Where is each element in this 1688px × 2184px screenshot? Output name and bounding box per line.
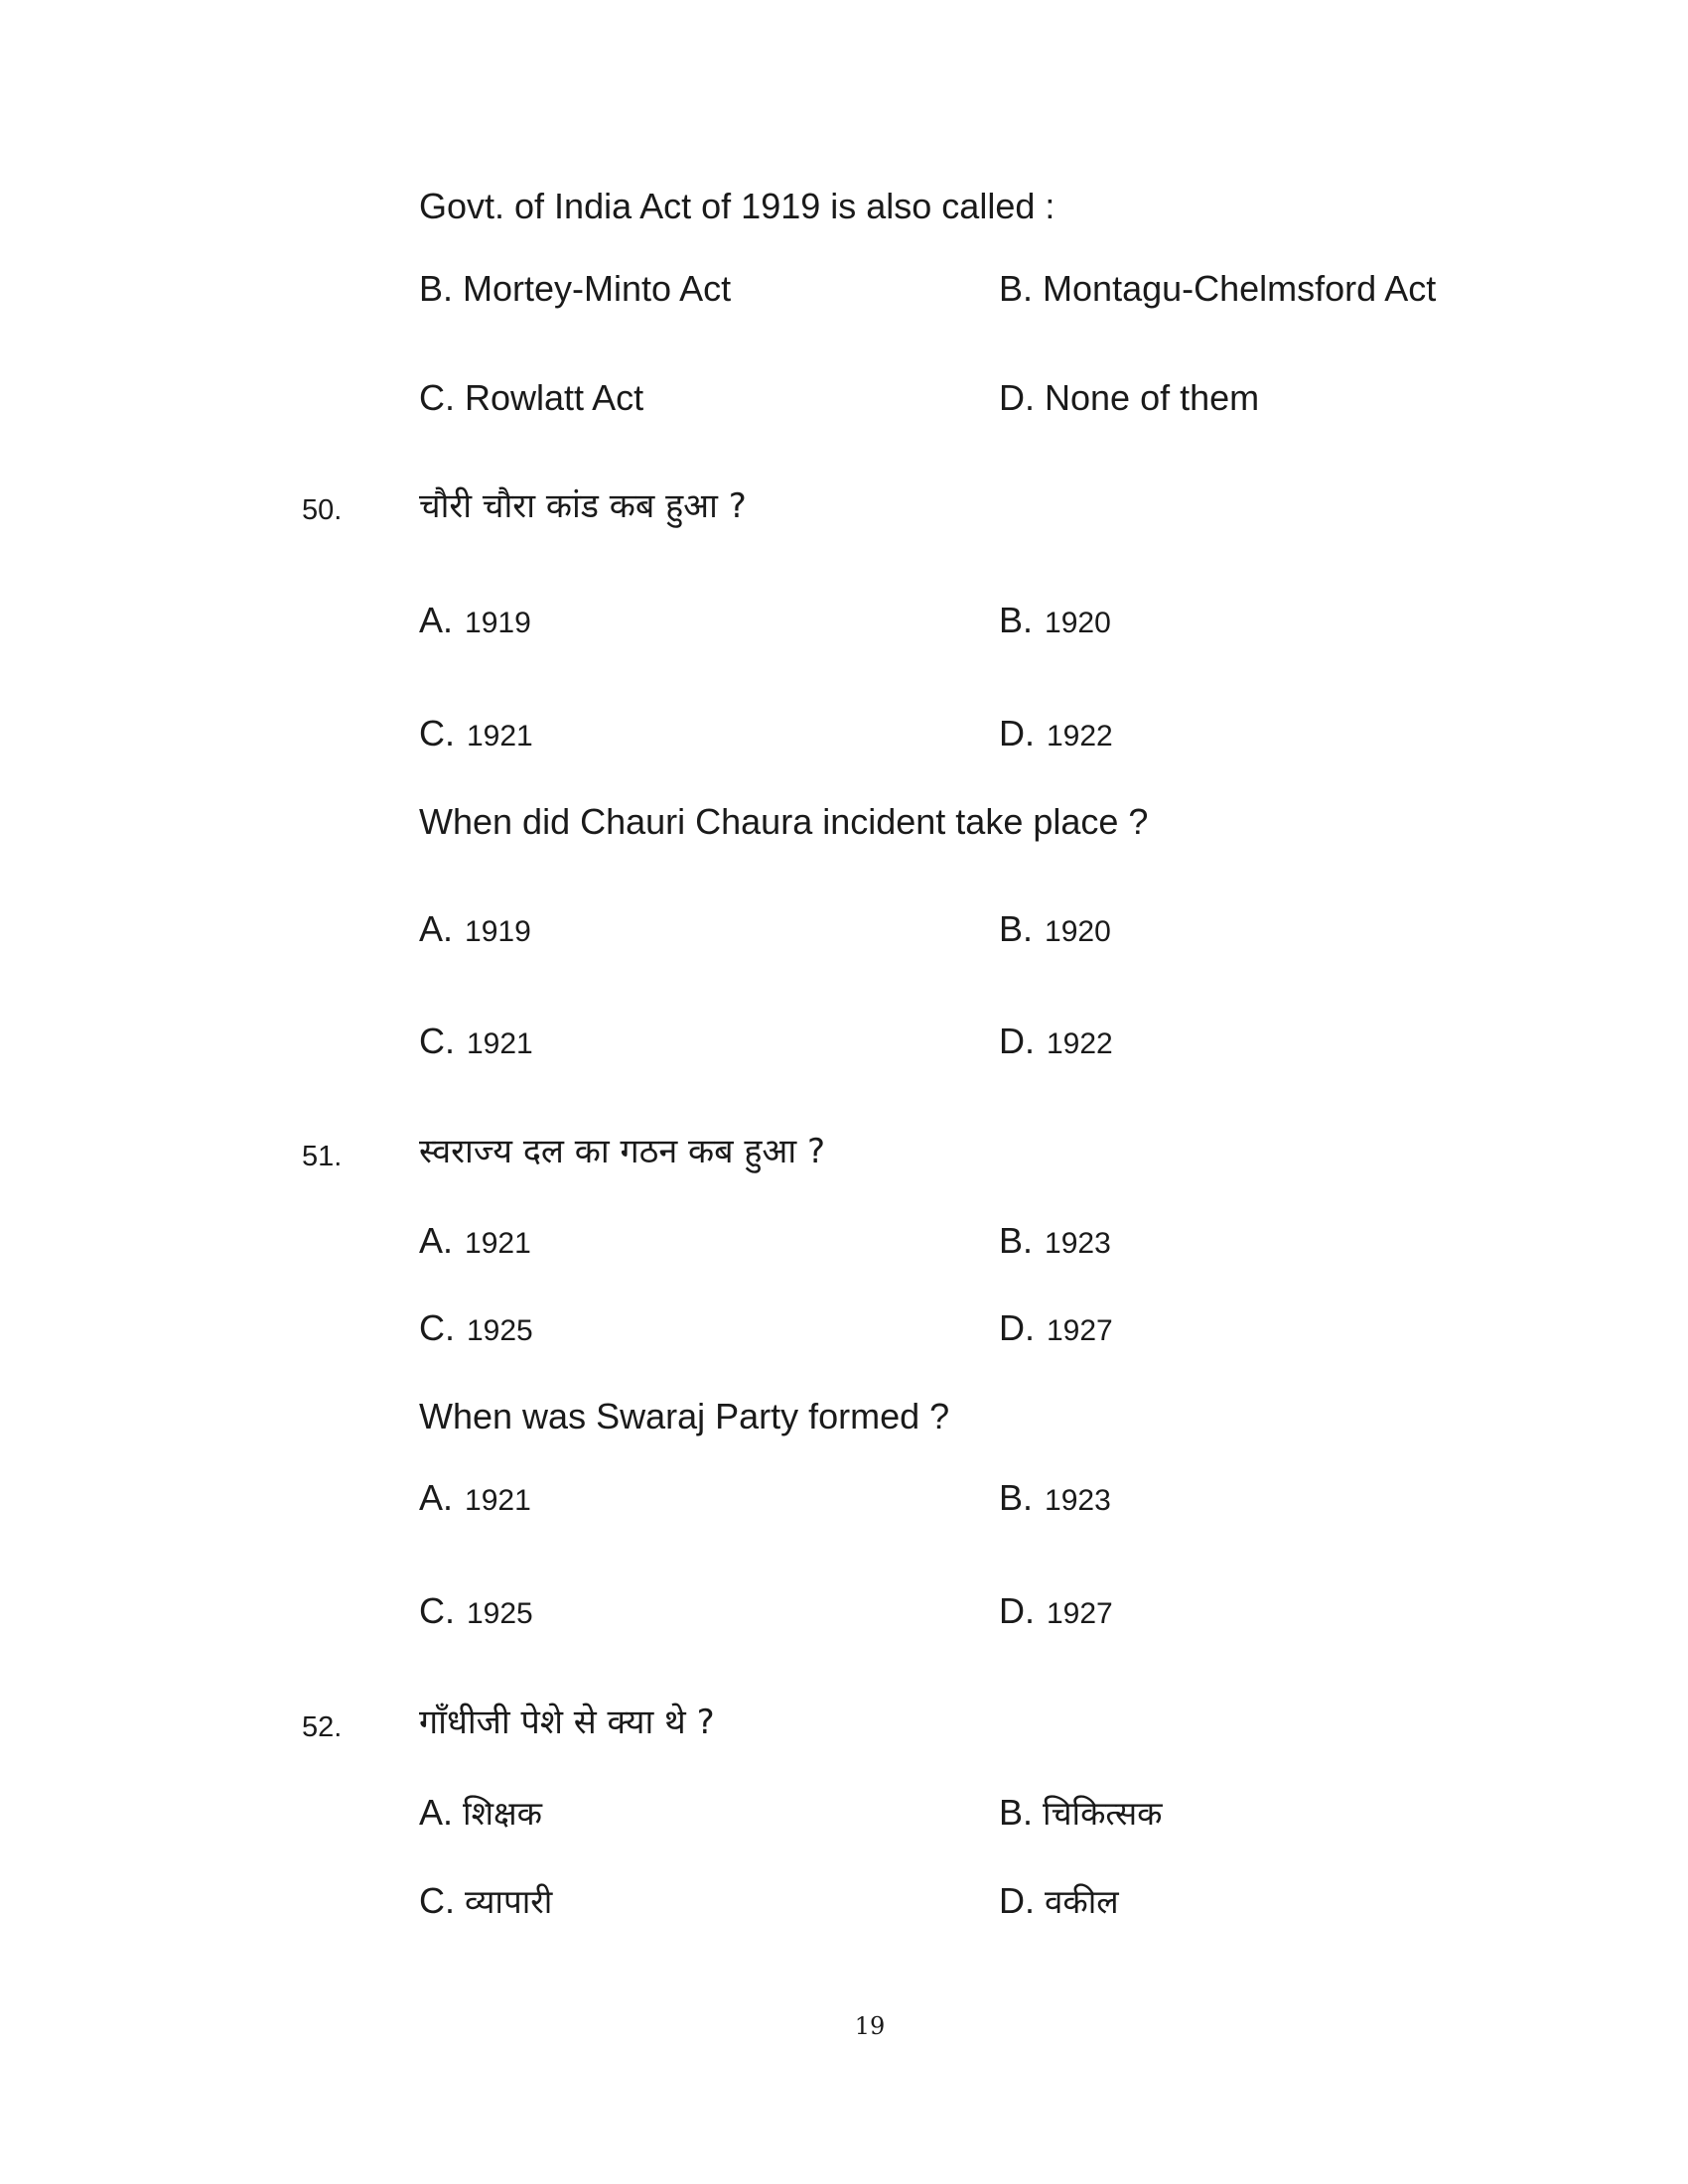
option-text: चिकित्सक [1043, 1794, 1163, 1833]
option-letter: A. [419, 1477, 454, 1518]
option-letter: B. [999, 1477, 1034, 1518]
option-letter: C. [419, 1021, 455, 1061]
option-text: 1922 [1047, 720, 1113, 752]
q51-en-option-a [419, 1477, 531, 1518]
question-49-english-text: Govt. of India Act of 1919 is also called : [419, 186, 1055, 226]
q51-hi-option-a [419, 1220, 531, 1261]
option-letter: D. [999, 1307, 1035, 1348]
option-text: वकील [1045, 1882, 1119, 1921]
option-letter: C. [419, 1880, 455, 1921]
option-text: 1921 [467, 1027, 533, 1060]
q52-hi-option-c [419, 1880, 553, 1921]
option-text: Rowlatt Act [465, 377, 644, 418]
q50-hi-option-b [999, 600, 1111, 640]
option-letter: A. [419, 1220, 454, 1261]
option-letter: B. [999, 1792, 1034, 1833]
q51-hi-option-b [999, 1220, 1111, 1261]
q51-en-option-d [999, 1590, 1113, 1631]
question-50-english-text: When did Chauri Chaura incident take place ? [419, 801, 1149, 842]
q51-en-option-b [999, 1477, 1111, 1518]
option-letter: C. [419, 1590, 455, 1631]
q49-option-4 [999, 377, 1260, 418]
option-letter: B. [999, 600, 1034, 640]
option-text: शिक्षक [463, 1794, 543, 1833]
option-letter: D. [999, 713, 1035, 753]
question-51-number: 51. [302, 1141, 343, 1172]
option-text: None of them [1045, 377, 1260, 418]
q51-hi-option-d [999, 1307, 1113, 1348]
option-text: 1923 [1045, 1227, 1111, 1260]
q51-hi-option-c [419, 1307, 533, 1348]
question-50-hindi-text: चौरी चौरा कांड कब हुआ ? [419, 486, 747, 526]
q50-en-option-c [419, 1021, 533, 1061]
option-letter: A. [419, 600, 454, 640]
option-letter: B. [419, 268, 454, 309]
option-text: 1919 [465, 915, 531, 948]
option-letter: D. [999, 1021, 1035, 1061]
option-letter: B. [999, 268, 1034, 309]
q50-en-option-d [999, 1021, 1113, 1061]
option-text: 1927 [1047, 1314, 1113, 1347]
option-text: 1922 [1047, 1027, 1113, 1060]
question-51-english-text: When was Swaraj Party formed ? [419, 1396, 950, 1436]
q50-en-option-b [999, 908, 1111, 949]
option-letter: C. [419, 1307, 455, 1348]
q50-hi-option-d [999, 713, 1113, 753]
question-50-number: 50. [302, 494, 343, 526]
option-letter: A. [419, 1792, 454, 1833]
q50-hi-option-c [419, 713, 533, 753]
q49-option-2 [999, 268, 1437, 309]
option-letter: C. [419, 377, 455, 418]
option-letter: B. [999, 1220, 1034, 1261]
option-text: 1925 [467, 1314, 533, 1347]
q52-hi-option-b [999, 1792, 1163, 1833]
option-text: 1920 [1045, 915, 1111, 948]
option-text: व्यापारी [465, 1882, 553, 1921]
option-text: 1919 [465, 607, 531, 639]
option-letter: D. [999, 1590, 1035, 1631]
option-letter: B. [999, 908, 1034, 949]
option-letter: C. [419, 713, 455, 753]
option-text: 1921 [465, 1227, 531, 1260]
page-number: 19 [854, 2012, 886, 2040]
q51-en-option-c [419, 1590, 533, 1631]
question-52-number: 52. [302, 1711, 343, 1743]
option-text: Mortey-Minto Act [463, 268, 732, 309]
option-text: 1921 [467, 720, 533, 752]
option-text: 1921 [465, 1484, 531, 1517]
question-51-hindi-text: स्वराज्य दल का गठन कब हुआ ? [419, 1132, 826, 1171]
q49-option-3 [419, 377, 644, 418]
option-letter: A. [419, 908, 454, 949]
q50-hi-option-a [419, 600, 531, 640]
option-text: 1920 [1045, 607, 1111, 639]
option-text: Montagu-Chelmsford Act [1043, 268, 1437, 309]
q50-en-option-a [419, 908, 531, 949]
q52-hi-option-d [999, 1880, 1119, 1921]
option-letter: D. [999, 377, 1035, 418]
option-letter: D. [999, 1880, 1035, 1921]
q49-option-1 [419, 268, 732, 309]
question-52-hindi-text: गाँधीजी पेशे से क्या थे ? [419, 1703, 715, 1742]
option-text: 1925 [467, 1597, 533, 1630]
option-text: 1927 [1047, 1597, 1113, 1630]
q52-hi-option-a [419, 1792, 543, 1833]
option-text: 1923 [1045, 1484, 1111, 1517]
